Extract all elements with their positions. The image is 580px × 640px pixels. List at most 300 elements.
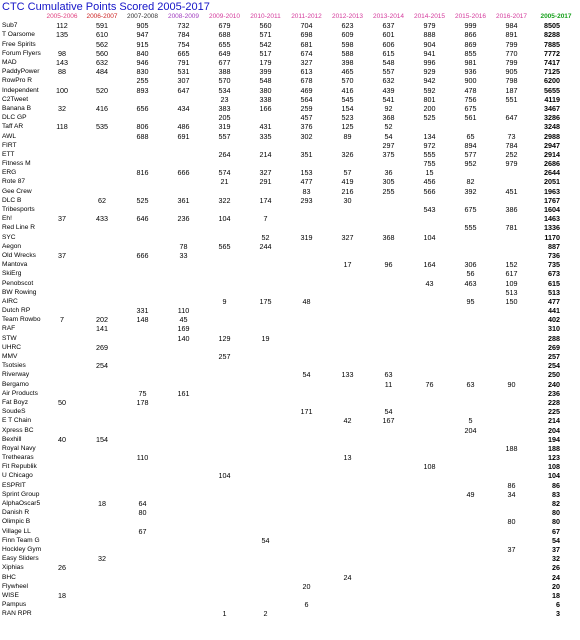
season-points-cell	[245, 563, 286, 572]
table-row	[0, 435, 580, 444]
season-points-cell	[163, 113, 204, 122]
season-points-cell	[42, 527, 82, 536]
season-points-cell	[409, 251, 450, 260]
season-points-cell: 905	[136, 21, 149, 31]
season-points-cell: 548	[382, 58, 395, 68]
season-points-cell	[82, 572, 122, 581]
season-points-cell	[122, 582, 163, 591]
season-points-cell	[286, 223, 327, 232]
table-row	[0, 288, 580, 297]
season-points-cell	[409, 582, 450, 591]
season-points-cell: 981	[464, 58, 477, 68]
season-column-header: 2016-2017	[495, 13, 528, 21]
season-points-cell	[122, 187, 163, 196]
season-points-cell: 188	[505, 443, 518, 453]
season-points-cell	[327, 435, 368, 444]
season-points-cell	[491, 435, 532, 444]
season-points-cell: 375	[382, 149, 395, 159]
season-points-cell	[491, 425, 532, 434]
season-points-cell: 666	[177, 168, 190, 178]
season-points-cell: 855	[464, 48, 477, 58]
season-points-cell	[450, 508, 491, 517]
season-points-cell	[450, 288, 491, 297]
season-points-cell: 169	[177, 324, 190, 334]
season-points-cell	[245, 141, 286, 150]
season-points-cell	[42, 490, 82, 499]
season-points-cell	[450, 251, 491, 260]
season-points-cell	[327, 288, 368, 297]
season-points-cell	[42, 306, 82, 315]
season-points-cell: 63	[466, 379, 475, 389]
season-points-cell	[42, 159, 82, 168]
season-points-cell	[163, 453, 204, 462]
team-name-cell: Rote 87	[2, 178, 26, 186]
season-points-cell	[450, 214, 491, 223]
season-points-cell: 326	[341, 149, 354, 159]
table-row	[0, 481, 580, 490]
season-points-cell	[327, 425, 368, 434]
season-points-cell: 566	[423, 186, 436, 196]
season-points-cell	[82, 380, 122, 389]
total-points-cell: 673	[548, 269, 560, 279]
season-points-cell: 469	[300, 85, 313, 95]
season-points-cell	[286, 269, 327, 278]
table-row	[0, 554, 580, 563]
season-points-cell	[82, 471, 122, 480]
season-points-cell	[245, 554, 286, 563]
season-points-cell	[368, 508, 409, 517]
season-points-cell	[327, 343, 368, 352]
season-points-cell: 83	[302, 186, 311, 196]
season-points-cell	[163, 278, 204, 287]
season-points-cell	[286, 141, 327, 150]
season-points-cell	[286, 563, 327, 572]
total-points-cell: 80	[552, 508, 560, 518]
season-points-cell	[368, 444, 409, 453]
season-points-cell	[42, 499, 82, 508]
season-points-cell	[42, 196, 82, 205]
season-points-cell	[327, 490, 368, 499]
season-points-cell	[82, 453, 122, 462]
season-points-cell: 254	[96, 361, 108, 371]
season-points-cell	[163, 352, 204, 361]
season-points-cell: 675	[464, 103, 477, 113]
season-points-cell: 465	[341, 67, 354, 77]
total-points-cell: 204	[548, 425, 560, 435]
season-points-cell	[82, 242, 122, 251]
season-points-cell	[82, 370, 122, 379]
season-points-cell: 560	[259, 21, 272, 31]
season-points-cell: 255	[136, 76, 149, 86]
season-points-cell	[204, 251, 245, 260]
season-points-cell	[286, 334, 327, 343]
table-body	[0, 21, 580, 618]
season-points-cell: 816	[136, 168, 149, 178]
season-column-header: 2005-2006	[46, 13, 78, 21]
total-points-cell: 3	[556, 609, 560, 619]
season-points-cell: 45	[179, 315, 188, 325]
season-points-cell	[327, 242, 368, 251]
season-points-cell	[368, 499, 409, 508]
season-points-cell: 588	[341, 48, 354, 58]
season-points-cell	[42, 324, 82, 333]
season-points-cell: 388	[218, 67, 231, 77]
total-points-cell: 8288	[544, 30, 560, 40]
table-row	[0, 122, 580, 131]
season-points-cell	[204, 582, 245, 591]
team-name-cell: ESPRIT	[2, 481, 26, 489]
season-points-cell: 691	[177, 131, 190, 141]
season-points-cell	[409, 269, 450, 278]
season-points-cell: 216	[341, 186, 354, 196]
season-points-cell	[204, 407, 245, 416]
season-points-cell	[450, 370, 491, 379]
season-points-cell	[491, 471, 532, 480]
team-name-cell: Banana B	[2, 104, 31, 112]
season-points-cell	[491, 527, 532, 536]
season-points-cell	[42, 297, 82, 306]
team-name-cell: Taff AR	[2, 123, 24, 131]
season-points-cell: 327	[341, 232, 354, 242]
table-row	[0, 58, 580, 67]
season-points-cell	[204, 425, 245, 434]
season-points-cell: 999	[464, 21, 477, 31]
season-points-cell	[491, 306, 532, 315]
table-row	[0, 223, 580, 232]
season-points-cell	[368, 527, 409, 536]
season-points-cell: 637	[382, 21, 395, 31]
season-points-cell: 560	[96, 48, 108, 58]
season-points-cell	[122, 481, 163, 490]
season-points-cell	[409, 306, 450, 315]
season-points-cell: 80	[507, 517, 516, 527]
season-points-cell: 109	[505, 278, 518, 288]
season-points-cell	[450, 168, 491, 177]
season-points-cell	[450, 233, 491, 242]
season-points-cell	[409, 435, 450, 444]
season-points-cell: 551	[505, 94, 518, 104]
season-points-cell	[82, 425, 122, 434]
season-points-cell	[204, 159, 245, 168]
table-row	[0, 517, 580, 526]
season-points-cell	[122, 150, 163, 159]
season-points-cell: 615	[382, 48, 395, 58]
season-points-cell	[409, 370, 450, 379]
season-points-cell: 7	[60, 315, 64, 325]
season-points-cell	[82, 334, 122, 343]
season-points-cell: 531	[177, 67, 190, 77]
season-points-cell	[245, 508, 286, 517]
total-points-cell: 402	[548, 315, 560, 325]
season-points-cell: 574	[218, 168, 231, 178]
season-points-cell	[163, 481, 204, 490]
season-points-cell	[122, 177, 163, 186]
total-points-cell: 513	[548, 287, 560, 297]
table-row	[0, 361, 580, 370]
season-points-cell	[82, 389, 122, 398]
table-row	[0, 407, 580, 416]
season-points-cell: 477	[300, 177, 313, 187]
season-points-cell: 570	[341, 76, 354, 86]
season-column-header: 2011-2012	[291, 13, 322, 21]
season-points-cell	[491, 352, 532, 361]
total-points-cell: 108	[548, 462, 560, 472]
season-points-cell	[327, 536, 368, 545]
table-row	[0, 471, 580, 480]
season-points-cell: 178	[136, 397, 149, 407]
season-points-cell: 150	[505, 296, 518, 306]
team-name-cell: Air Products	[2, 389, 38, 397]
season-points-cell	[82, 536, 122, 545]
season-points-cell: 770	[505, 48, 518, 58]
season-points-cell	[163, 269, 204, 278]
season-points-cell: 152	[505, 260, 518, 270]
season-points-cell	[82, 269, 122, 278]
season-points-cell	[163, 490, 204, 499]
season-points-cell	[42, 453, 82, 462]
season-points-cell: 65	[466, 131, 475, 141]
total-points-cell: 8505	[544, 21, 560, 31]
season-points-cell: 52	[384, 122, 393, 132]
season-points-cell: 565	[218, 241, 231, 251]
table-row	[0, 113, 580, 122]
team-name-cell: Hockley Gym	[2, 545, 42, 553]
total-points-cell: 6200	[544, 76, 560, 86]
season-points-cell: 996	[423, 58, 436, 68]
table-row	[0, 21, 580, 30]
season-points-cell: 361	[177, 195, 190, 205]
season-points-cell	[245, 389, 286, 398]
season-points-cell	[368, 361, 409, 370]
table-row	[0, 444, 580, 453]
season-points-cell: 108	[423, 462, 436, 472]
season-points-cell: 646	[136, 214, 149, 224]
season-points-cell	[245, 471, 286, 480]
season-points-cell: 302	[300, 131, 313, 141]
season-points-cell: 21	[220, 177, 229, 187]
season-points-cell	[368, 471, 409, 480]
season-points-cell	[245, 407, 286, 416]
season-points-cell: 187	[505, 85, 518, 95]
team-name-cell: Royal Navy	[2, 444, 36, 452]
season-points-cell	[163, 591, 204, 600]
table-row	[0, 508, 580, 517]
season-points-cell: 561	[464, 113, 477, 123]
season-points-cell: 555	[464, 223, 477, 233]
season-points-cell	[327, 508, 368, 517]
season-points-cell: 755	[423, 159, 436, 169]
season-points-cell	[245, 159, 286, 168]
season-points-cell	[368, 517, 409, 526]
table-row	[0, 269, 580, 278]
season-points-cell	[42, 425, 82, 434]
total-points-cell: 26	[552, 563, 560, 573]
total-points-cell: 736	[548, 250, 560, 260]
season-points-cell	[122, 352, 163, 361]
season-points-cell	[122, 462, 163, 471]
season-points-cell	[286, 435, 327, 444]
team-name-cell: Easy Sliders	[2, 555, 39, 563]
season-points-cell: 37	[507, 544, 516, 554]
season-points-cell	[82, 159, 122, 168]
season-points-cell	[245, 527, 286, 536]
table-row	[0, 499, 580, 508]
season-points-cell: 368	[382, 113, 395, 123]
season-points-cell: 54	[302, 370, 311, 380]
season-points-cell: 431	[259, 122, 272, 132]
season-points-cell	[204, 324, 245, 333]
season-points-cell	[245, 425, 286, 434]
team-name-cell: Independent	[2, 86, 39, 94]
table-row	[0, 334, 580, 343]
season-points-cell: 143	[56, 58, 68, 68]
season-points-cell	[491, 508, 532, 517]
team-name-cell: Finn Team G	[2, 536, 40, 544]
season-points-cell	[450, 471, 491, 480]
team-name-cell: Xpress BC	[2, 426, 34, 434]
season-points-cell	[409, 416, 450, 425]
season-points-cell: 62	[98, 195, 106, 205]
table-row	[0, 324, 580, 333]
total-points-cell: 1463	[544, 214, 560, 224]
season-points-cell: 398	[341, 58, 354, 68]
table-row	[0, 545, 580, 554]
team-name-cell: E T Chain	[2, 417, 32, 425]
team-name-cell: Fitness M	[2, 160, 31, 168]
season-points-cell: 900	[464, 76, 477, 86]
season-column-header: 2014-2015	[413, 13, 446, 21]
season-points-cell	[42, 260, 82, 269]
season-points-cell	[327, 214, 368, 223]
season-points-cell: 2	[263, 609, 268, 619]
season-points-cell: 517	[259, 48, 272, 58]
season-points-cell	[286, 545, 327, 554]
season-points-cell: 451	[505, 186, 518, 196]
total-points-cell: 2914	[544, 149, 560, 159]
season-points-cell	[450, 536, 491, 545]
season-points-cell	[368, 481, 409, 490]
total-points-cell: 104	[548, 471, 560, 481]
season-points-cell	[368, 591, 409, 600]
season-points-cell: 327	[300, 58, 313, 68]
season-points-cell	[327, 251, 368, 260]
season-points-cell: 941	[423, 48, 436, 58]
season-points-cell: 380	[259, 85, 272, 95]
season-points-cell	[409, 572, 450, 581]
season-points-cell	[368, 600, 409, 609]
season-points-cell	[450, 306, 491, 315]
season-points-cell	[42, 508, 82, 517]
season-points-cell: 200	[423, 103, 436, 113]
season-points-cell	[122, 554, 163, 563]
season-points-cell	[42, 407, 82, 416]
season-points-cell	[491, 233, 532, 242]
season-points-cell	[368, 389, 409, 398]
season-points-cell	[82, 591, 122, 600]
season-points-cell	[122, 233, 163, 242]
season-points-cell: 936	[464, 67, 477, 77]
season-points-cell	[286, 527, 327, 536]
season-points-cell	[82, 306, 122, 315]
season-points-cell	[204, 370, 245, 379]
season-points-cell	[368, 563, 409, 572]
season-column-header: 2009-2010	[208, 13, 241, 21]
team-column-header	[0, 12, 42, 21]
season-points-cell: 88	[58, 67, 66, 77]
season-points-cell: 806	[136, 122, 149, 132]
season-points-cell: 48	[302, 296, 311, 306]
season-points-cell	[491, 361, 532, 370]
season-points-cell: 73	[507, 131, 516, 141]
season-points-cell	[163, 205, 204, 214]
season-points-cell: 399	[259, 67, 272, 77]
season-points-cell: 433	[96, 214, 108, 224]
season-points-cell	[122, 591, 163, 600]
table-row	[0, 40, 580, 49]
total-points-cell: 2644	[544, 168, 560, 178]
season-points-cell: 456	[423, 177, 436, 187]
season-points-cell	[491, 315, 532, 324]
total-points-cell: 32	[552, 554, 560, 564]
season-points-cell: 704	[300, 21, 313, 31]
team-name-cell: SkiErg	[2, 270, 22, 278]
season-points-cell	[82, 352, 122, 361]
table-row	[0, 278, 580, 287]
season-points-cell	[42, 572, 82, 581]
season-points-cell	[42, 380, 82, 389]
season-points-cell	[409, 223, 450, 232]
season-points-cell: 698	[300, 30, 313, 40]
season-points-cell	[409, 517, 450, 526]
season-column-header: 2015-2016	[454, 13, 487, 21]
team-name-cell: Team Rowbo	[2, 316, 41, 324]
season-points-cell	[204, 600, 245, 609]
season-points-cell	[286, 425, 327, 434]
season-points-cell: 419	[341, 177, 354, 187]
season-points-cell: 141	[96, 324, 108, 334]
season-points-cell: 613	[300, 67, 313, 77]
points-table	[0, 12, 580, 618]
season-points-cell	[82, 416, 122, 425]
season-points-cell: 133	[341, 370, 354, 380]
season-points-cell	[450, 563, 491, 572]
season-points-cell	[245, 435, 286, 444]
season-points-cell: 513	[505, 287, 518, 297]
season-points-cell	[409, 214, 450, 223]
season-points-cell	[491, 554, 532, 563]
team-name-cell: Mantova	[2, 261, 28, 269]
season-points-cell	[245, 398, 286, 407]
team-name-cell: Gee Crew	[2, 187, 32, 195]
season-points-cell	[122, 609, 163, 618]
season-points-cell	[286, 159, 327, 168]
season-points-cell	[163, 609, 204, 618]
season-points-cell	[122, 297, 163, 306]
season-points-cell	[491, 609, 532, 618]
season-points-cell	[42, 582, 82, 591]
season-points-cell: 679	[218, 21, 231, 31]
team-name-cell: Sub7	[2, 22, 18, 30]
season-points-cell	[245, 453, 286, 462]
season-points-cell	[42, 278, 82, 287]
season-points-cell	[204, 508, 245, 517]
season-points-cell	[245, 462, 286, 471]
season-points-cell: 161	[177, 388, 190, 398]
season-points-cell	[491, 334, 532, 343]
season-points-cell: 893	[136, 85, 149, 95]
season-points-cell: 649	[218, 48, 231, 58]
table-row	[0, 389, 580, 398]
